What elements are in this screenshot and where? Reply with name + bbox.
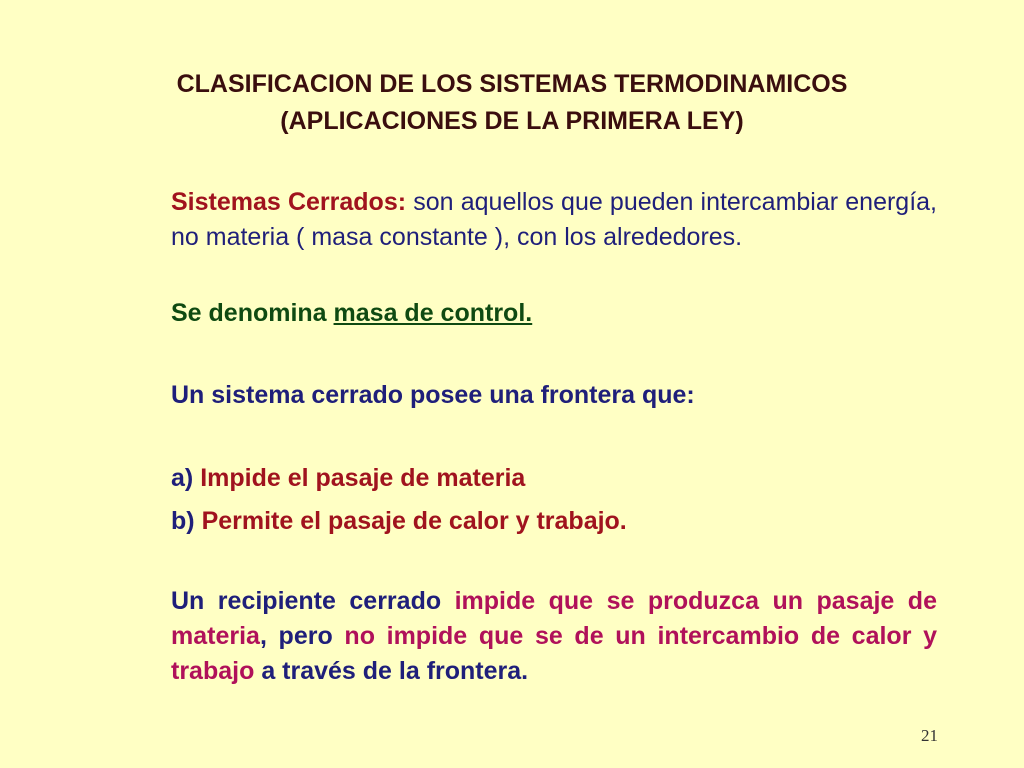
container-example	[171, 584, 937, 689]
list-text-a: Impide el pasaje de materia	[200, 464, 526, 492]
example-through-boundary: a través de la frontera.	[261, 657, 529, 685]
definition-term: Sistemas Cerrados:	[171, 188, 407, 216]
example-impedes-matter: impide que se produzca un pasaje de materia	[171, 587, 937, 650]
denomination-term: masa de control.	[333, 299, 533, 327]
slide-title	[60, 66, 964, 140]
page-number: 21	[921, 726, 938, 745]
denomination-line	[171, 296, 937, 331]
boundary-intro: Un sistema cerrado posee una frontera que:	[171, 381, 695, 409]
definition-text: son aquellos que pueden intercambiar energía, no materia ( masa constante ), con los alrededores.	[171, 188, 937, 251]
closed-system-definition	[171, 185, 937, 255]
list-item-b	[171, 504, 937, 539]
slide-title-line-2: (APLICACIONES DE LA PRIMERA LEY)	[280, 107, 744, 135]
slide-title-line-1: CLASIFICACION DE LOS SISTEMAS TERMODINAMICOS	[176, 70, 848, 98]
list-item-a	[171, 461, 937, 496]
list-marker-a: a)	[171, 464, 194, 492]
list-text-b: Permite el pasaje de calor y trabajo.	[201, 507, 627, 535]
example-allows-exchange: no impide que se de un intercambio de calor y trabajo	[171, 622, 937, 685]
denomination-prefix: Se denomina	[171, 299, 327, 327]
list-marker-b: b)	[171, 507, 195, 535]
example-subject: Un recipiente cerrado	[171, 587, 442, 615]
example-connector: , pero	[259, 622, 333, 650]
